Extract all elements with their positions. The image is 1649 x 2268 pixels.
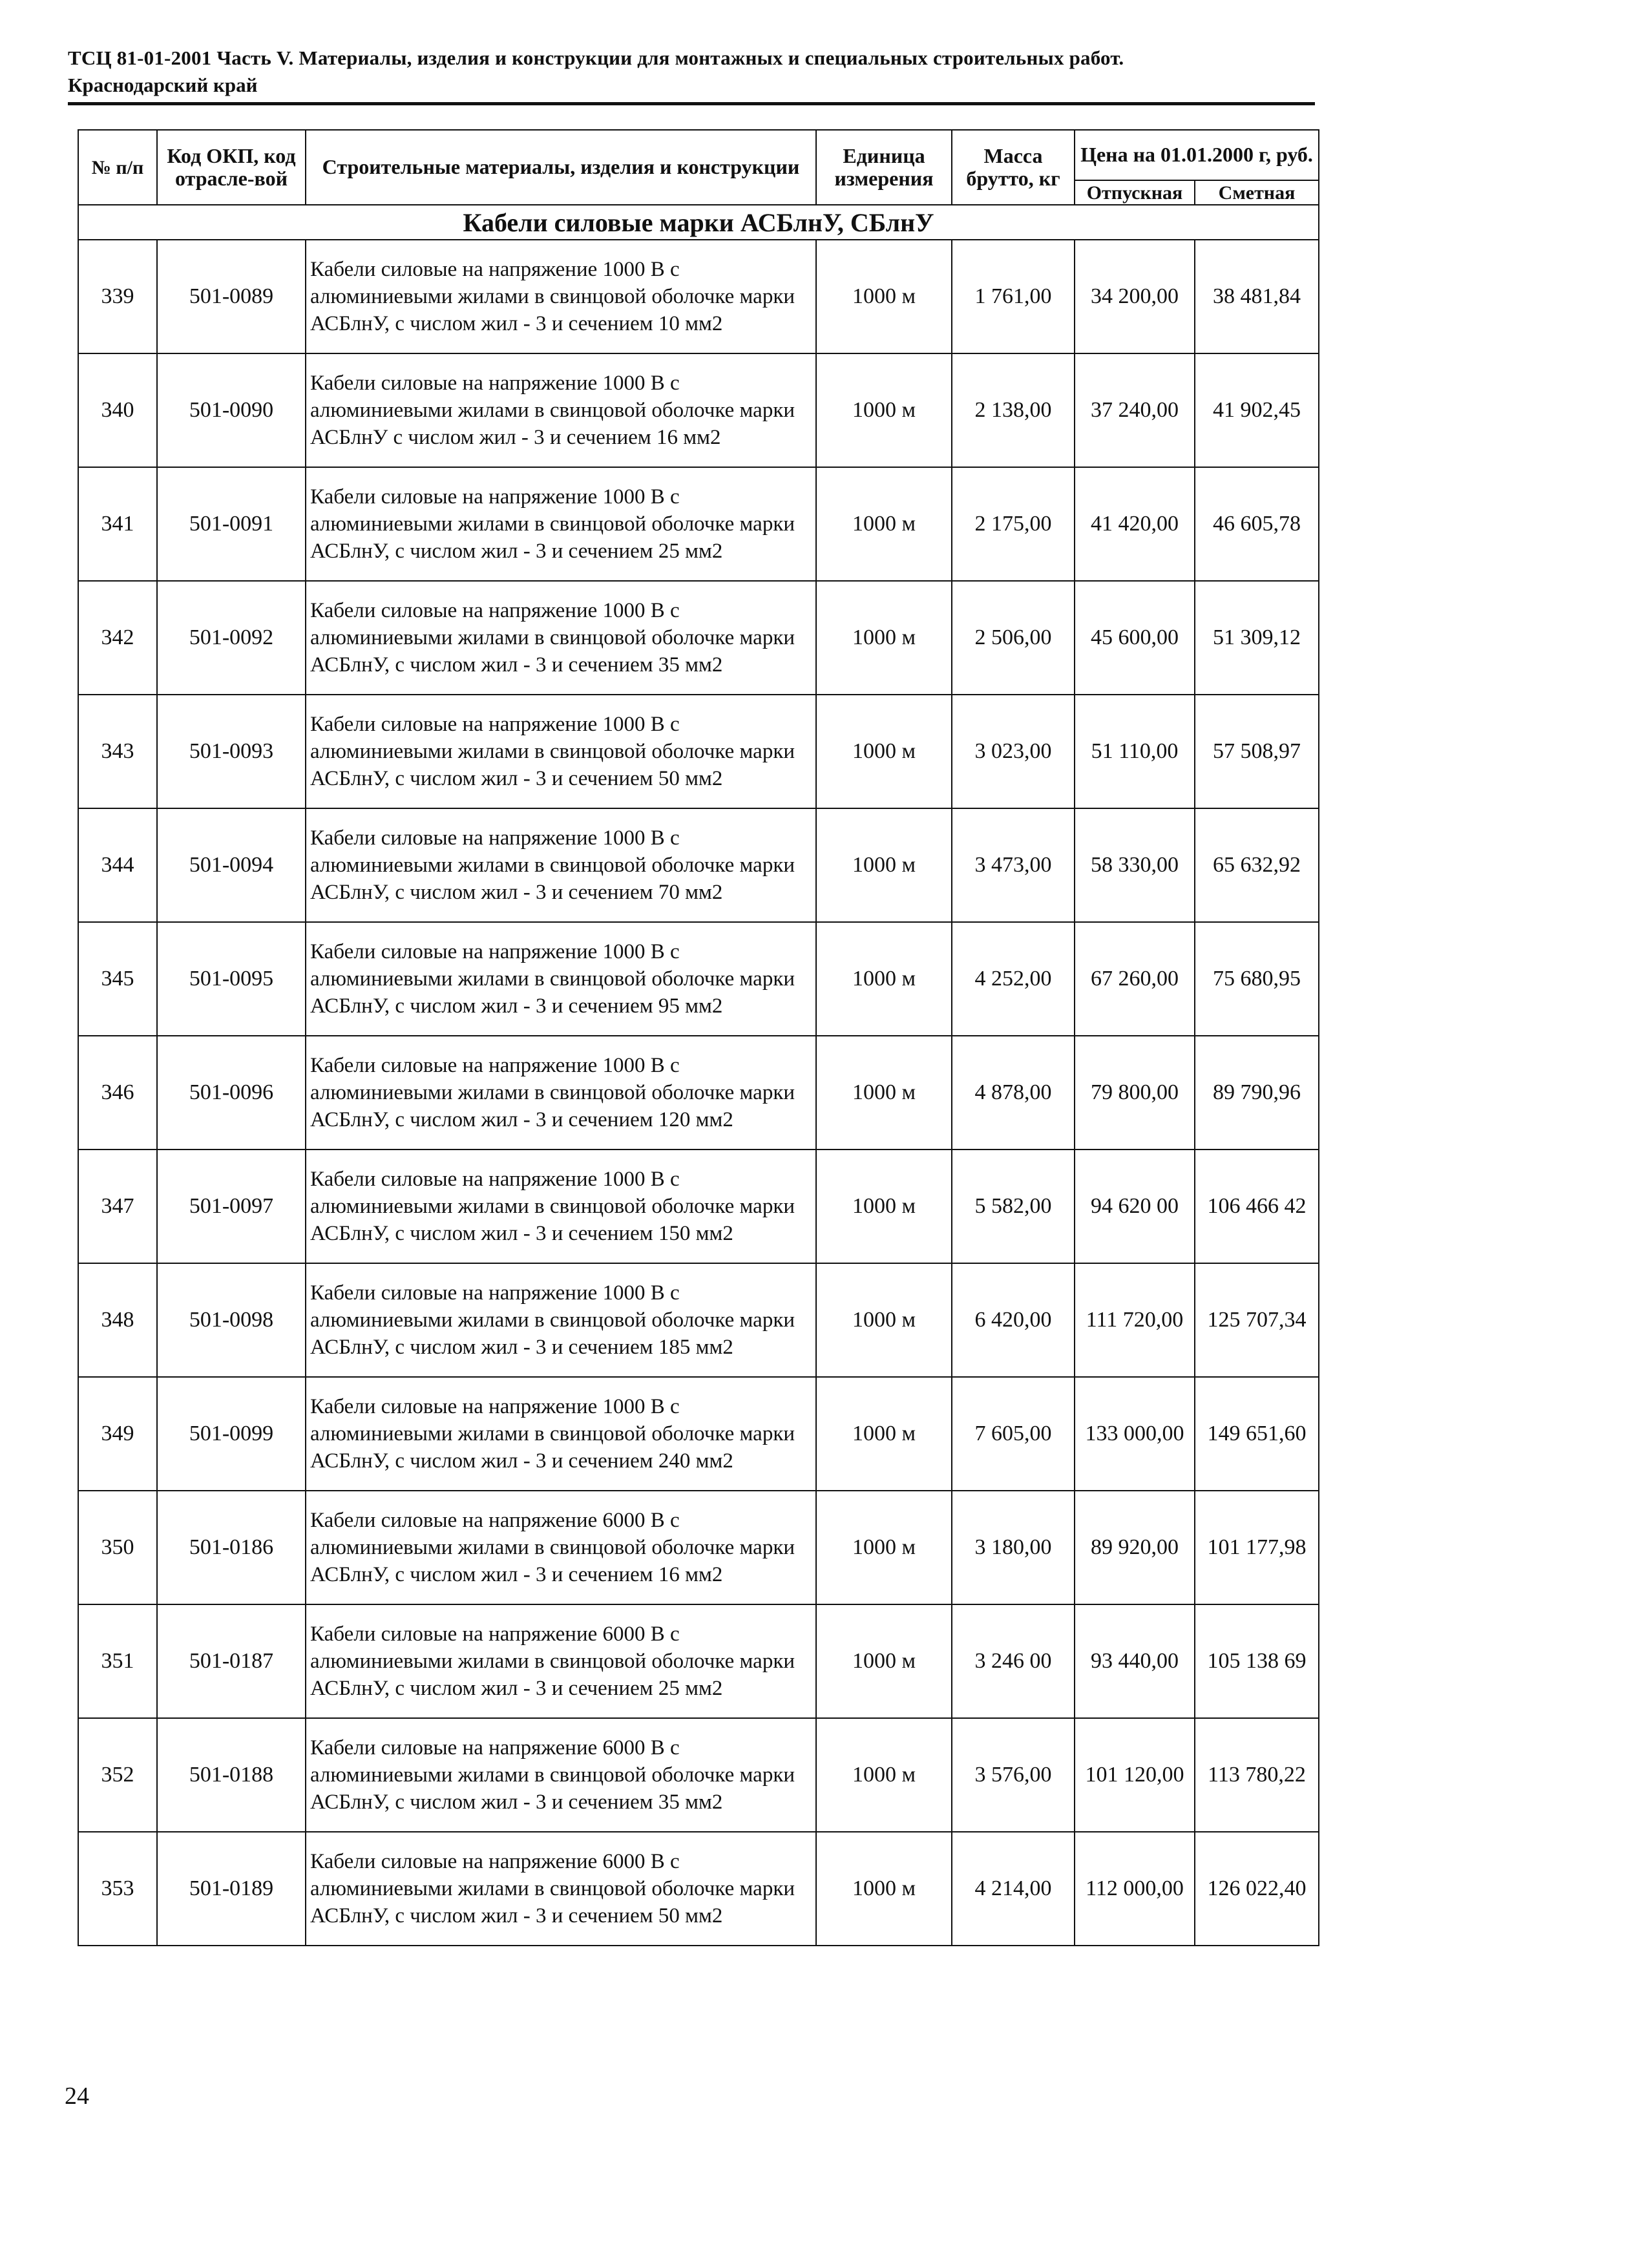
- cell-price-estimate: 149 651,60: [1195, 1377, 1319, 1491]
- cell-price-estimate: 46 605,78: [1195, 467, 1319, 581]
- cell-price-estimate: 89 790,96: [1195, 1036, 1319, 1150]
- cell-mass: 3 023,00: [952, 695, 1075, 808]
- header-row: [78, 130, 1319, 180]
- col-header-price-release: Отпускная: [1075, 180, 1195, 205]
- cell-price-release: 133 000,00: [1075, 1377, 1195, 1491]
- cell-num: 346: [78, 1036, 157, 1150]
- cell-name: Кабели силовые на напряжение 1000 В с алюминиевыми жилами в свинцовой оболочке марки АСБлнУ, с числом жил - 3 и сечением 150 мм2: [306, 1150, 816, 1263]
- price-table: [78, 129, 1319, 1946]
- cell-mass: 4 878,00: [952, 1036, 1075, 1150]
- cell-mass: 4 214,00: [952, 1832, 1075, 1946]
- cell-code: 501-0187: [157, 1604, 306, 1718]
- table-row: [78, 922, 1319, 1036]
- cell-unit: 1000 м: [816, 1604, 952, 1718]
- table-row: [78, 1491, 1319, 1604]
- cell-name: Кабели силовые на напряжение 1000 В с алюминиевыми жилами в свинцовой оболочке марки АСБлнУ, с числом жил - 3 и сечением 50 мм2: [306, 695, 816, 808]
- cell-price-release: 79 800,00: [1075, 1036, 1195, 1150]
- cell-name: Кабели силовые на напряжение 6000 В с алюминиевыми жилами в свинцовой оболочке марки АСБлнУ, с числом жил - 3 и сечением 50 мм2: [306, 1832, 816, 1946]
- cell-mass: 6 420,00: [952, 1263, 1075, 1377]
- page-number: 24: [65, 2083, 89, 2110]
- cell-name: Кабели силовые на напряжение 1000 В с алюминиевыми жилами в свинцовой оболочке марки АСБлнУ, с числом жил - 3 и сечением 95 мм2: [306, 922, 816, 1036]
- table-row: [78, 808, 1319, 922]
- cell-price-estimate: 126 022,40: [1195, 1832, 1319, 1946]
- cell-price-estimate: 57 508,97: [1195, 695, 1319, 808]
- cell-price-estimate: 113 780,22: [1195, 1718, 1319, 1832]
- cell-code: 501-0099: [157, 1377, 306, 1491]
- cell-code: 501-0093: [157, 695, 306, 808]
- document-title: ТСЦ 81-01-2001 Часть V. Материалы, изделия и конструкции для монтажных и специальных строительных работ.: [68, 47, 1124, 69]
- cell-price-release: 101 120,00: [1075, 1718, 1195, 1832]
- cell-num: 348: [78, 1263, 157, 1377]
- table-row: [78, 1604, 1319, 1718]
- table-row: [78, 1832, 1319, 1946]
- cell-code: 501-0094: [157, 808, 306, 922]
- cell-num: 353: [78, 1832, 157, 1946]
- cell-unit: 1000 м: [816, 1263, 952, 1377]
- cell-price-estimate: 101 177,98: [1195, 1491, 1319, 1604]
- cell-unit: 1000 м: [816, 1718, 952, 1832]
- cell-unit: 1000 м: [816, 1150, 952, 1263]
- cell-unit: 1000 м: [816, 695, 952, 808]
- header-rule: [68, 102, 1315, 105]
- cell-code: 501-0097: [157, 1150, 306, 1263]
- cell-code: 501-0188: [157, 1718, 306, 1832]
- col-header-mass: Масса брутто, кг: [952, 130, 1075, 205]
- cell-price-release: 93 440,00: [1075, 1604, 1195, 1718]
- table-row: [78, 581, 1319, 695]
- cell-code: 501-0095: [157, 922, 306, 1036]
- cell-mass: 7 605,00: [952, 1377, 1075, 1491]
- cell-mass: 5 582,00: [952, 1150, 1075, 1263]
- cell-num: 342: [78, 581, 157, 695]
- table-row: [78, 695, 1319, 808]
- table-row: [78, 1150, 1319, 1263]
- cell-price-release: 34 200,00: [1075, 240, 1195, 353]
- cell-price-release: 41 420,00: [1075, 467, 1195, 581]
- col-header-price-estimate: Сметная: [1195, 180, 1319, 205]
- cell-name: Кабели силовые на напряжение 1000 В с алюминиевыми жилами в свинцовой оболочке марки АСБлнУ с числом жил - 3 и сечением 16 мм2: [306, 353, 816, 467]
- cell-unit: 1000 м: [816, 1377, 952, 1491]
- cell-price-estimate: 105 138 69: [1195, 1604, 1319, 1718]
- cell-price-release: 111 720,00: [1075, 1263, 1195, 1377]
- cell-price-release: 58 330,00: [1075, 808, 1195, 922]
- cell-name: Кабели силовые на напряжение 1000 В с алюминиевыми жилами в свинцовой оболочке марки АСБлнУ, с числом жил - 3 и сечением 25 мм2: [306, 467, 816, 581]
- cell-name: Кабели силовые на напряжение 1000 В с алюминиевыми жилами в свинцовой оболочке марки АСБлнУ, с числом жил - 3 и сечением 10 мм2: [306, 240, 816, 353]
- price-table-wrapper: [78, 129, 1319, 1946]
- cell-mass: 1 761,00: [952, 240, 1075, 353]
- cell-price-release: 51 110,00: [1075, 695, 1195, 808]
- cell-mass: 3 473,00: [952, 808, 1075, 922]
- table-row: [78, 467, 1319, 581]
- table-row: [78, 1377, 1319, 1491]
- cell-price-estimate: 75 680,95: [1195, 922, 1319, 1036]
- page-header: [68, 47, 1315, 97]
- cell-num: 341: [78, 467, 157, 581]
- table-row: [78, 240, 1319, 353]
- cell-num: 349: [78, 1377, 157, 1491]
- cell-price-estimate: 38 481,84: [1195, 240, 1319, 353]
- cell-code: 501-0090: [157, 353, 306, 467]
- cell-mass: 2 506,00: [952, 581, 1075, 695]
- col-header-unit: Единица измерения: [816, 130, 952, 205]
- cell-unit: 1000 м: [816, 1491, 952, 1604]
- col-header-num: № п/п: [78, 130, 157, 205]
- table-row: [78, 1036, 1319, 1150]
- cell-mass: 4 252,00: [952, 922, 1075, 1036]
- cell-mass: 3 180,00: [952, 1491, 1075, 1604]
- region-title: Краснодарский край: [68, 74, 258, 96]
- cell-price-release: 67 260,00: [1075, 922, 1195, 1036]
- cell-num: 352: [78, 1718, 157, 1832]
- cell-name: Кабели силовые на напряжение 6000 В с алюминиевыми жилами в свинцовой оболочке марки АСБлнУ, с числом жил - 3 и сечением 35 мм2: [306, 1718, 816, 1832]
- cell-mass: 3 576,00: [952, 1718, 1075, 1832]
- cell-num: 351: [78, 1604, 157, 1718]
- cell-code: 501-0186: [157, 1491, 306, 1604]
- cell-name: Кабели силовые на напряжение 1000 В с алюминиевыми жилами в свинцовой оболочке марки АСБлнУ, с числом жил - 3 и сечением 35 мм2: [306, 581, 816, 695]
- cell-name: Кабели силовые на напряжение 6000 В с алюминиевыми жилами в свинцовой оболочке марки АСБлнУ, с числом жил - 3 и сечением 25 мм2: [306, 1604, 816, 1718]
- cell-unit: 1000 м: [816, 467, 952, 581]
- cell-num: 345: [78, 922, 157, 1036]
- cell-num: 339: [78, 240, 157, 353]
- cell-code: 501-0092: [157, 581, 306, 695]
- cell-code: 501-0089: [157, 240, 306, 353]
- cell-name: Кабели силовые на напряжение 6000 В с алюминиевыми жилами в свинцовой оболочке марки АСБлнУ, с числом жил - 3 и сечением 16 мм2: [306, 1491, 816, 1604]
- cell-num: 350: [78, 1491, 157, 1604]
- cell-num: 347: [78, 1150, 157, 1263]
- cell-unit: 1000 м: [816, 1036, 952, 1150]
- cell-code: 501-0096: [157, 1036, 306, 1150]
- cell-price-release: 37 240,00: [1075, 353, 1195, 467]
- cell-code: 501-0098: [157, 1263, 306, 1377]
- cell-name: Кабели силовые на напряжение 1000 В с алюминиевыми жилами в свинцовой оболочке марки АСБлнУ, с числом жил - 3 и сечением 185 мм2: [306, 1263, 816, 1377]
- cell-mass: 3 246 00: [952, 1604, 1075, 1718]
- cell-num: 344: [78, 808, 157, 922]
- cell-price-estimate: 51 309,12: [1195, 581, 1319, 695]
- cell-unit: 1000 м: [816, 922, 952, 1036]
- cell-unit: 1000 м: [816, 240, 952, 353]
- cell-unit: 1000 м: [816, 1832, 952, 1946]
- cell-price-estimate: 41 902,45: [1195, 353, 1319, 467]
- col-header-name: Строительные материалы, изделия и конструкции: [306, 130, 816, 205]
- cell-price-estimate: 106 466 42: [1195, 1150, 1319, 1263]
- cell-price-estimate: 125 707,34: [1195, 1263, 1319, 1377]
- cell-name: Кабели силовые на напряжение 1000 В с алюминиевыми жилами в свинцовой оболочке марки АСБлнУ, с числом жил - 3 и сечением 120 мм2: [306, 1036, 816, 1150]
- table-body: [78, 205, 1319, 1946]
- cell-price-release: 89 920,00: [1075, 1491, 1195, 1604]
- cell-code: 501-0189: [157, 1832, 306, 1946]
- table-row: [78, 353, 1319, 467]
- col-header-price-group: Цена на 01.01.2000 г, руб.: [1075, 130, 1319, 180]
- cell-price-release: 45 600,00: [1075, 581, 1195, 695]
- cell-name: Кабели силовые на напряжение 1000 В с алюминиевыми жилами в свинцовой оболочке марки АСБлнУ, с числом жил - 3 и сечением 70 мм2: [306, 808, 816, 922]
- cell-unit: 1000 м: [816, 581, 952, 695]
- col-header-code: Код ОКП, код отрасле-вой: [157, 130, 306, 205]
- cell-unit: 1000 м: [816, 808, 952, 922]
- cell-num: 343: [78, 695, 157, 808]
- cell-num: 340: [78, 353, 157, 467]
- cell-price-estimate: 65 632,92: [1195, 808, 1319, 922]
- cell-name: Кабели силовые на напряжение 1000 В с алюминиевыми жилами в свинцовой оболочке марки АСБлнУ, с числом жил - 3 и сечением 240 мм2: [306, 1377, 816, 1491]
- cell-unit: 1000 м: [816, 353, 952, 467]
- cell-price-release: 112 000,00: [1075, 1832, 1195, 1946]
- cell-mass: 2 138,00: [952, 353, 1075, 467]
- table-row: [78, 1263, 1319, 1377]
- cell-price-release: 94 620 00: [1075, 1150, 1195, 1263]
- table-row: [78, 1718, 1319, 1832]
- section-title: Кабели силовые марки АСБлнУ, СБлнУ: [78, 205, 1319, 240]
- cell-code: 501-0091: [157, 467, 306, 581]
- cell-mass: 2 175,00: [952, 467, 1075, 581]
- section-row: [78, 205, 1319, 240]
